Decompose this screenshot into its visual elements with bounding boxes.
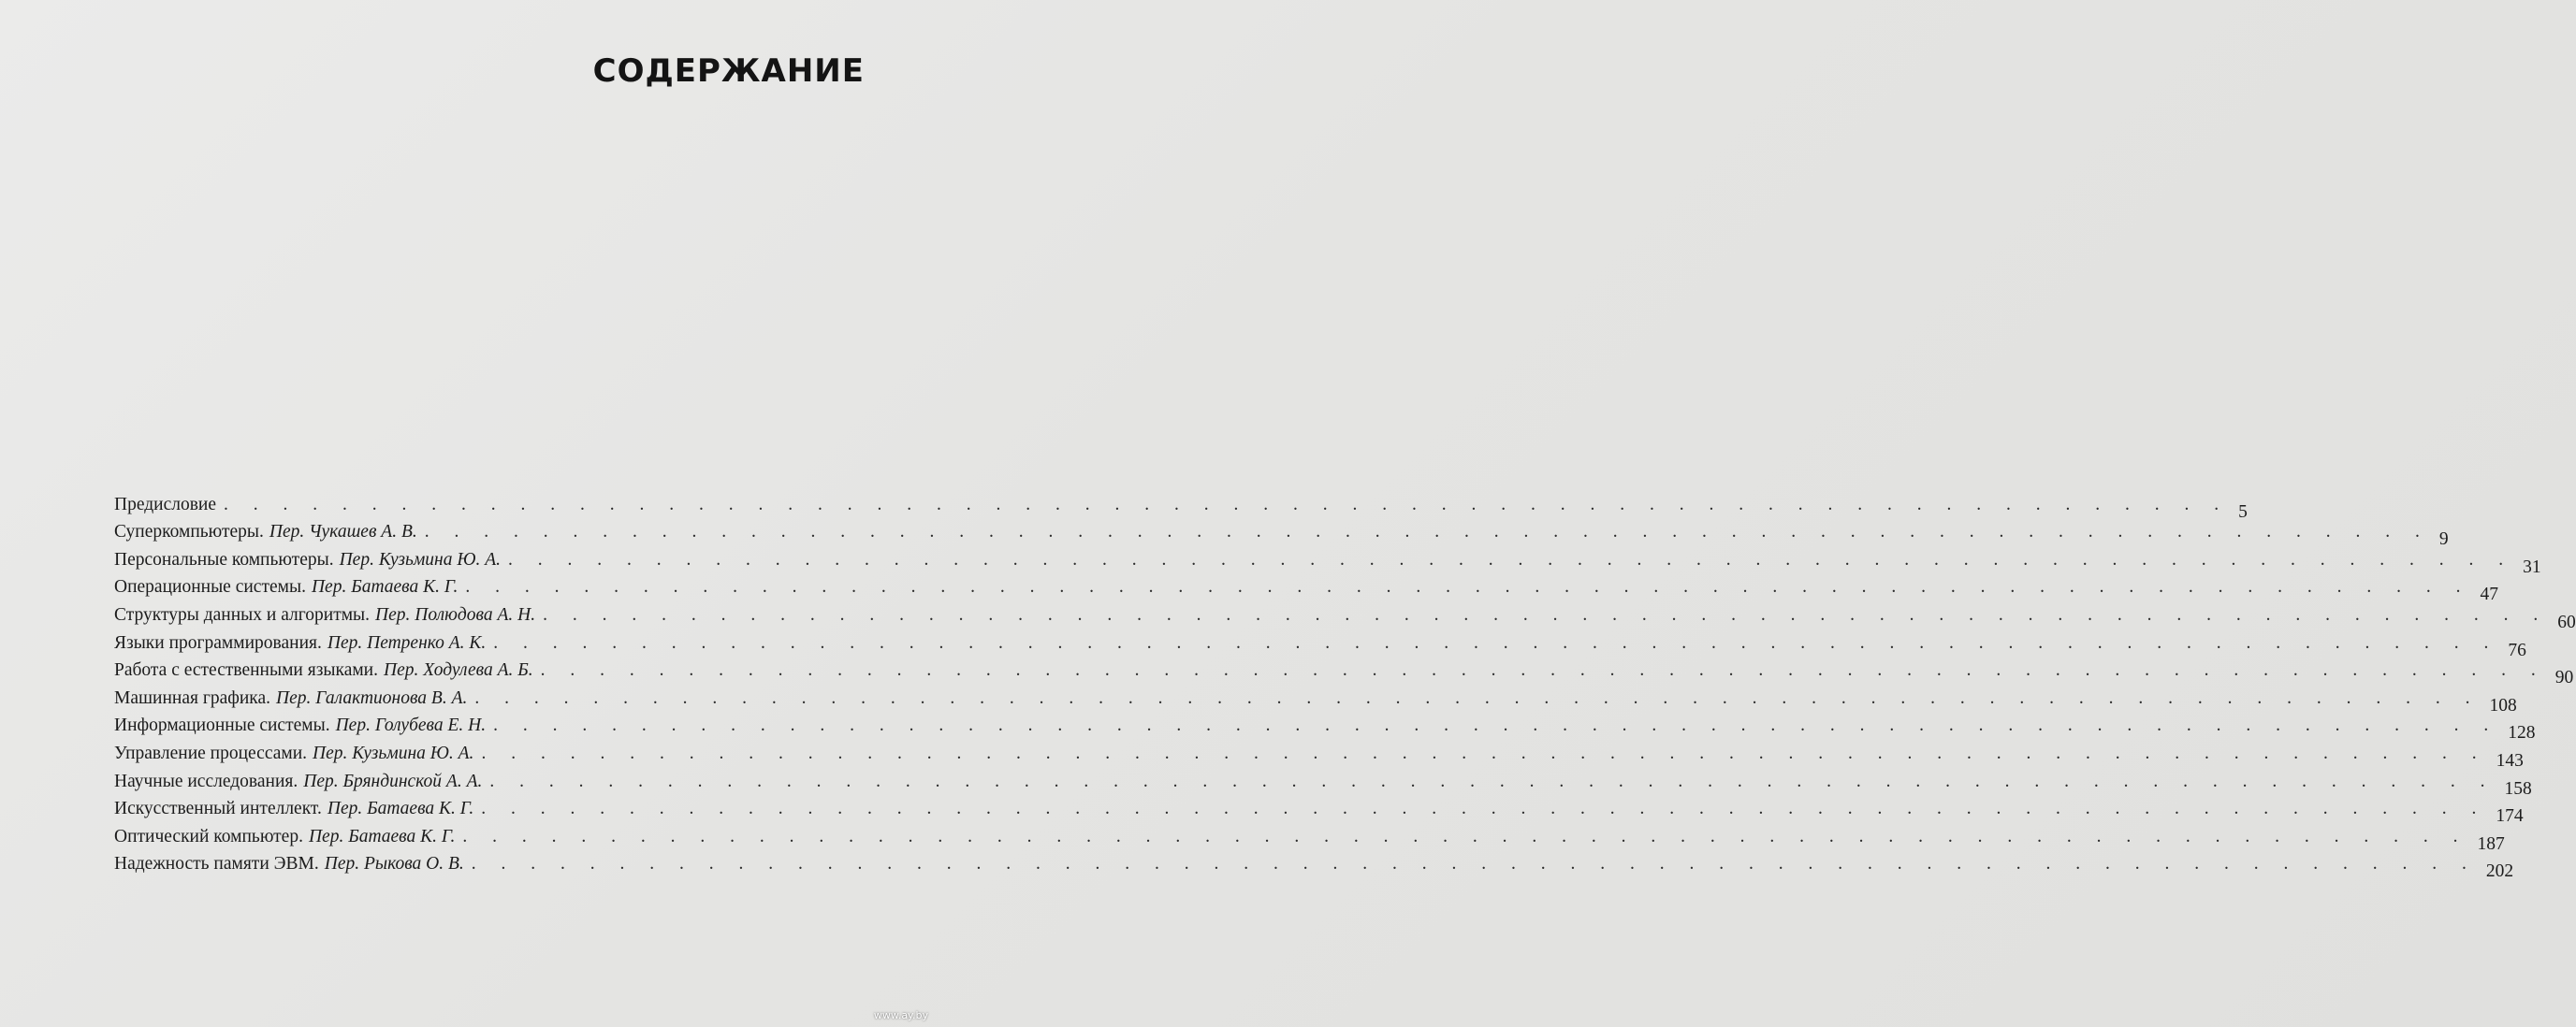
toc-entry-page-number: 76 xyxy=(2508,640,2526,660)
toc-entry-page-number: 90 xyxy=(2554,668,2574,688)
toc-entry-title: Суперкомпьютеры. xyxy=(114,522,264,542)
toc-entry-translator: Пер. Полюдова А. Н. xyxy=(375,604,536,625)
toc-entry-page-number: 60 xyxy=(2557,612,2576,632)
toc-entry xyxy=(114,847,2514,882)
dot-leader: . . . . . . . . . . . . . . . . . . . . . . . . . . . . . . . . . . . . . . . . . . . . . . . . . . . . . . . . . . . . . . . . . . . . xyxy=(507,549,2514,570)
toc-entry xyxy=(114,542,2541,577)
toc-entry-title: Машинная графика. xyxy=(114,687,270,708)
toc-entry-page-number: 9 xyxy=(2438,529,2449,550)
toc-entry-page-number: 187 xyxy=(2477,833,2505,854)
toc-entry-page-number: 31 xyxy=(2523,557,2541,577)
toc-entry-translator: Пер. Бряндинской А. А. xyxy=(303,771,483,791)
toc-entry-translator: Пер. Ходулева А. Б. xyxy=(384,660,533,681)
toc-entry-title: Предисловие xyxy=(114,494,217,514)
toc-entry-translator: Пер. Батаева К. Г. xyxy=(327,799,474,819)
toc-entry-page-number: 202 xyxy=(2485,861,2514,882)
toc-entry-translator: Пер. Чукашев А. В. xyxy=(269,522,417,542)
toc-entry-page-number: 47 xyxy=(2480,585,2498,605)
toc-entry xyxy=(114,515,2449,550)
toc-entry-page-number: 143 xyxy=(2496,750,2524,771)
dot-leader: . . . . . . . . . . . . . . . . . . . . . . . . . . . . . . . . . . . . . . . . . . . . . . . . . . . . . . . . . . . . . . . . . . . . xyxy=(489,771,2496,791)
dot-leader: . . . . . . . . . . . . . . . . . . . . . . . . . . . . . . . . . . . . . . . . . . . . . . . . . . . . . . . . . . . . . . . . . . . . xyxy=(493,632,2499,653)
dot-leader: . . . . . . . . . . . . . . . . . . . . . . . . . . . . . . . . . . . . . . . . . . . . . . . . . . . . . . . . . . . . . . . . . . . . xyxy=(462,826,2468,846)
toc-entry-title: Информационные системы. xyxy=(114,716,330,736)
toc-entry-translator: Пер. Батаева К. Г. xyxy=(308,826,456,846)
toc-entry-page-number: 158 xyxy=(2504,778,2532,799)
toc-entry xyxy=(114,626,2526,660)
dot-leader: . . . . . . . . . . . . . . . . . . . . . . . . . . . . . . . . . . . . . . . . . . . . . . . . . . . . . . . . . . . . . . . . . . . . xyxy=(471,854,2477,875)
toc-entry xyxy=(114,487,2248,522)
toc-entry xyxy=(114,764,2532,799)
toc-entry-translator: Пер. Батаева К. Г. xyxy=(311,577,458,598)
toc-entry xyxy=(114,598,2576,632)
toc-entry xyxy=(114,654,2574,688)
toc-entry xyxy=(114,819,2505,854)
dot-leader: . . . . . . . . . . . . . . . . . . . . . . . . . . . . . . . . . . . . . . . . . . . . . . . . . . . . . . . . . . . . . . . . . . . . xyxy=(474,687,2481,708)
dot-leader: . . . . . . . . . . . . . . . . . . . . . . . . . . . . . . . . . . . . . . . . . . . . . . . . . . . . . . . . . . . . . . . . . . . . xyxy=(543,604,2549,625)
toc-entry xyxy=(114,681,2517,716)
dot-leader: . . . . . . . . . . . . . . . . . . . . . . . . . . . . . . . . . . . . . . . . . . . . . . . . . . . . . . . . . . . . . . . . . . . . xyxy=(540,660,2546,681)
dot-leader: . . . . . . . . . . . . . . . . . . . . . . . . . . . . . . . . . . . . . . . . . . . . . . . . . . . . . . . . . . . . . . . . . . . . xyxy=(465,577,2471,598)
toc-entry-title: Структуры данных и алгоритмы. xyxy=(114,604,371,625)
toc-entry-title: Оптический компьютер. xyxy=(114,826,303,846)
toc-entry-title: Работа с естественными языками. xyxy=(114,660,378,681)
toc-entry-translator: Пер. Петренко А. К. xyxy=(327,632,487,653)
toc-entry-title: Надежность памяти ЭВМ. xyxy=(114,854,319,875)
toc-entry xyxy=(114,736,2524,771)
toc-entry xyxy=(114,571,2498,605)
toc-entry-title: Операционные системы. xyxy=(114,577,306,598)
page-title: СОДЕРЖАНИЕ xyxy=(592,52,865,90)
watermark: www.ay.by xyxy=(873,1009,928,1021)
toc-entry-page-number: 128 xyxy=(2508,723,2536,744)
toc-entry-translator: Пер. Голубева Е. Н. xyxy=(335,716,487,736)
toc-entry-translator: Пер. Кузьмина Ю. А. xyxy=(313,743,474,763)
dot-leader: . . . . . . . . . . . . . . . . . . . . . . . . . . . . . . . . . . . . . . . . . . . . . . . . . . . . . . . . . . . . . . . . . . . . xyxy=(481,799,2487,819)
dot-leader: . . . . . . . . . . . . . . . . . . . . . . . . . . . . . . . . . . . . . . . . . . . . . . . . . . . . . . . . . . . . . . . . . . . . xyxy=(493,716,2499,736)
toc-entry-title: Искусственный интеллект. xyxy=(114,799,322,819)
dot-leader: . . . . . . . . . . . . . . . . . . . . . . . . . . . . . . . . . . . . . . . . . . . . . . . . . . . . . . . . . . . . . . . . . . . . xyxy=(224,494,2230,514)
toc-entry-page-number: 5 xyxy=(2238,501,2248,522)
table-of-contents xyxy=(114,487,2576,882)
toc-entry-translator: Пер. Галактионова В. А. xyxy=(276,687,468,708)
toc-entry xyxy=(114,792,2524,827)
toc-entry-title: Языки программирования. xyxy=(114,632,322,653)
toc-entry-title: Научные исследования. xyxy=(114,771,298,791)
toc-entry-page-number: 174 xyxy=(2496,806,2524,827)
toc-entry-translator: Пер. Рыкова О. В. xyxy=(324,854,464,875)
dot-leader: . . . . . . . . . . . . . . . . . . . . . . . . . . . . . . . . . . . . . . . . . . . . . . . . . . . . . . . . . . . . . . . . . . . . xyxy=(424,522,2430,542)
toc-entry-title: Управление процессами. xyxy=(114,743,308,763)
toc-entry-page-number: 108 xyxy=(2489,695,2517,716)
toc-entry-translator: Пер. Кузьмина Ю. А. xyxy=(339,549,501,570)
toc-entry xyxy=(114,709,2536,744)
toc-entry-title: Персональные компьютеры. xyxy=(114,549,334,570)
dot-leader: . . . . . . . . . . . . . . . . . . . . . . . . . . . . . . . . . . . . . . . . . . . . . . . . . . . . . . . . . . . . . . . . . . . . xyxy=(481,743,2487,763)
